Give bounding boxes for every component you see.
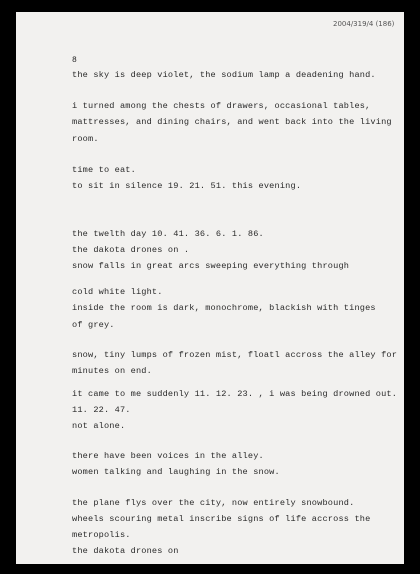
text-line: mattresses, and dining chairs, and went back into the living [72,117,392,127]
text-line: it came to me suddenly 11. 12. 23. , i was being drowned out. [72,389,398,399]
text-line: wheels scouring metal inscribe signs of life accross the [72,514,371,524]
text-line: metropolis. [72,530,131,540]
text-line: the sky is deep violet, the sodium lamp a deadening hand. [72,70,376,80]
page-number: 8 [72,56,77,65]
text-line: minutes on end. [72,366,152,376]
text-line: the dakota drones on . [72,245,190,255]
text-line: cold white light. [72,287,163,297]
text-line: the plane flys over the city, now entirely snowbound. [72,498,355,508]
text-line: i turned among the chests of drawers, occasional tables, [72,101,371,111]
archive-reference-annotation: 2004/319/4 (186) [333,20,395,28]
text-line: to sit in silence 19. 21. 51. this evening. [72,181,302,191]
text-line: not alone. [72,421,126,431]
text-line: the dakota drones on [72,546,179,556]
typewritten-page [16,12,404,564]
text-line: 11. 22. 47. [72,405,131,415]
text-line: time to eat. [72,165,136,175]
text-line: the twelth day 10. 41. 36. 6. 1. 86. [72,229,264,239]
text-line: of grey. [72,320,115,330]
text-line: inside the room is dark, monochrome, blackish with tinges [72,303,376,313]
text-line: there have been voices in the alley. [72,451,264,461]
text-line: women talking and laughing in the snow. [72,467,280,477]
text-line: room. [72,134,99,144]
text-line: snow, tiny lumps of frozen mist, floatl accross the alley for [72,350,398,360]
text-line: snow falls in great arcs sweeping everything through [72,261,350,271]
